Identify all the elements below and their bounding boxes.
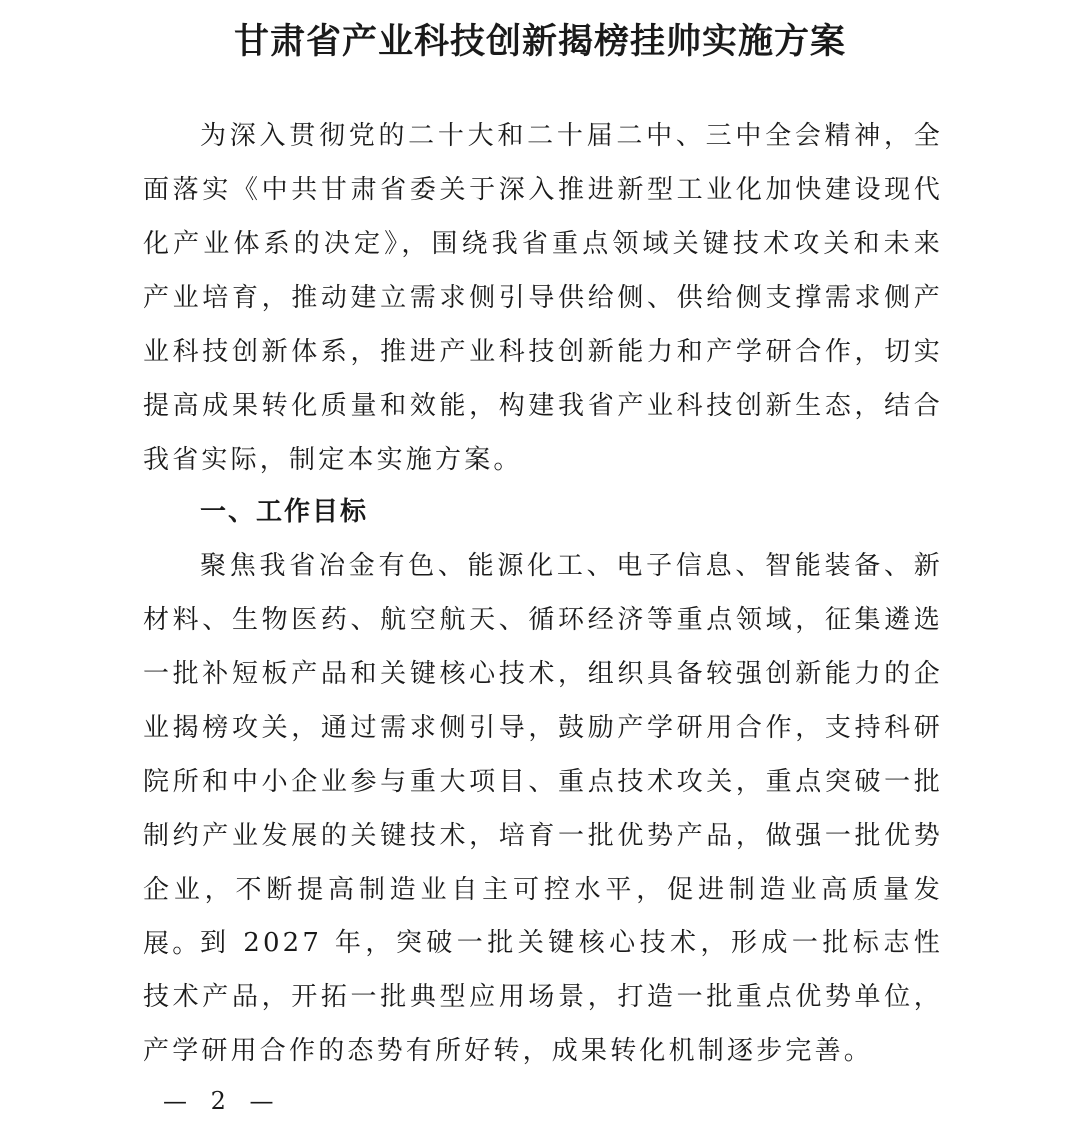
section-heading: 一、工作目标 <box>200 497 369 527</box>
document-title: 甘肃省产业科技创新揭榜挂帅实施方案 <box>233 21 846 62</box>
page-number: — 2 — <box>163 1087 282 1115</box>
goal-paragraph: 聚焦我省冶金有色、能源化工、电子信息、智能装备、新材料、生物医药、航空航天、循环经济等重点领域，征集遴选一批补短板产品和关键核心技术，组织具备较强创新能力的企业揭榜攻关，通过需求侧引导，鼓励产学研用合作，支持科研院所和中小企业参与重大项目、重点技术攻关，重点突破一批制约产业发展的关键技术，培育一批优势产品，做强一批优势企业，不断提高制造业自主可控水平，促进制造业高质量发展。 <box>143 551 943 959</box>
target-paragraph: 到 2027 年，突破一批关键核心技术，形成一批标志性技术产品，开拓一批典型应用场景，打造一批重点优势单位，产学研用合作的态势有所好转，成果转化机制逐步完善。 <box>143 928 943 1066</box>
intro-paragraph: 为深入贯彻党的二十大和二十届二中、三中全会精神，全面落实《中共甘肃省委关于深入推进新型工业化加快建设现代化产业体系的决定》，围绕我省重点领域关键技术攻关和未来产业培育，推动建立需求侧引导供给侧、供给侧支撑需求侧产业科技创新体系，推进产业科技创新能力和产学研合作，切实提高成果转化质量和效能，构建我省产业科技创新生态，结合我省实际，制定本实施方案。 <box>143 121 943 475</box>
